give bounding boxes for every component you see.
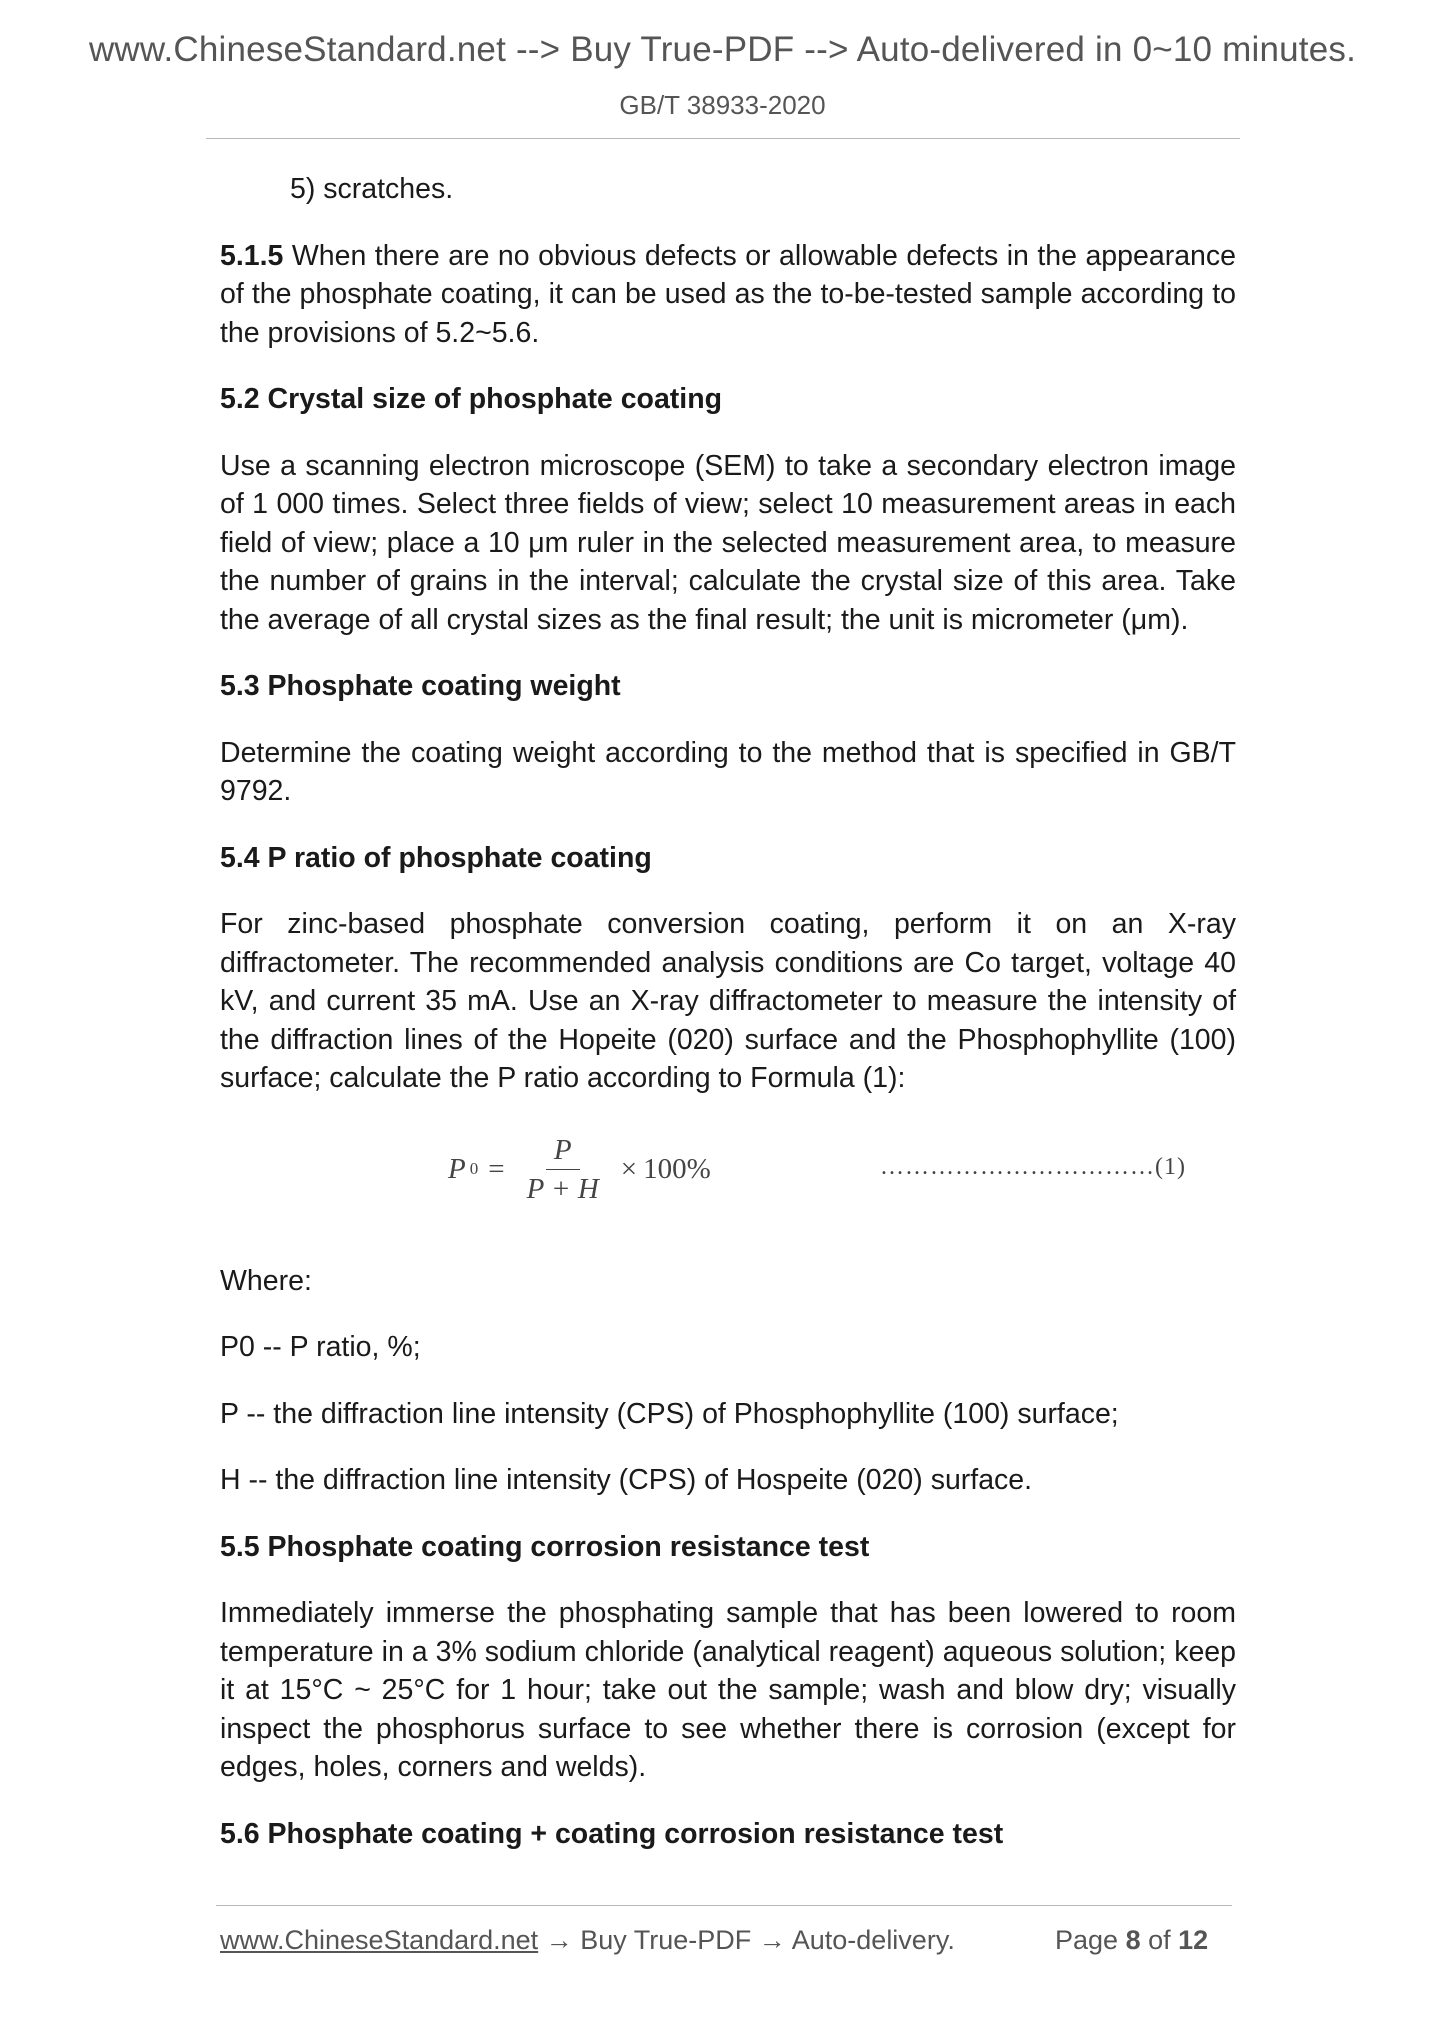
header-divider (206, 138, 1240, 139)
formula-fraction (519, 1134, 607, 1205)
paragraph-5-5: Immediately immerse the phosphating sample that has been lowered to room temperature in a 3% sodium chloride (analytical reagent) aqueous solution; keep it at 15°C ~ 25°C for 1 hour; take out the sample; wash and blow dry; visually inspect the phosphorus surface to see whether there is corrosion (except for edges, holes, corners and welds). (220, 1597, 1236, 1783)
clause-5-1-5-number: 5.1.5 (220, 239, 284, 272)
formula-times: × (620, 1152, 638, 1185)
formula-expression (448, 1134, 711, 1205)
heading-5-3: 5.3 Phosphate coating weight (220, 670, 621, 702)
footer-tagline: → Buy True-PDF → Auto-delivery. (538, 1925, 955, 1955)
footer-divider (216, 1905, 1232, 1906)
clause-5-1-5-text: When there are no obvious defects or allowable defects in the appearance of the phosphate coating, it can be used as the to-be-tested sample according to the provisions of 5.2~5.6. (220, 239, 1236, 349)
list-item-scratches: 5) scratches. (290, 173, 454, 205)
formula-numerator: P (546, 1134, 580, 1170)
page-of: of (1140, 1925, 1179, 1955)
where-label: Where: (220, 1264, 312, 1297)
standard-code: GB/T 38933-2020 (619, 90, 826, 120)
heading-5-5: 5.5 Phosphate coating corrosion resistance test (220, 1530, 870, 1563)
heading-5-6: 5.6 Phosphate coating + coating corrosion resistance test (220, 1817, 1004, 1850)
paragraph-5-3: Determine the coating weight according to the method that is specified in GB/T 9792. (220, 736, 1236, 807)
heading-5-2: 5.2 Crystal size of phosphate coating (220, 383, 723, 415)
formula-lhs-subscript: 0 (469, 1158, 479, 1178)
page-indicator (1055, 1925, 1208, 1956)
formula-factor: 100% (643, 1152, 711, 1185)
definition-p0: P0 -- P ratio, %; (220, 1331, 421, 1363)
header-banner: www.ChineseStandard.net --> Buy True-PDF --> Auto-delivered in 0~10 minutes. (88, 30, 1357, 69)
page-word: Page (1055, 1925, 1126, 1955)
formula-number: ……………………………(1) (880, 1153, 1186, 1180)
heading-5-4: 5.4 P ratio of phosphate coating (220, 841, 652, 874)
formula-1 (220, 1126, 1236, 1226)
clause-5-1-5 (220, 237, 1236, 353)
definition-h: H -- the diffraction line intensity (CPS) of Hospeite (020) surface. (220, 1464, 1033, 1496)
formula-lhs: P (448, 1152, 466, 1185)
page-current: 8 (1125, 1925, 1141, 1955)
footer-link (220, 1925, 955, 1956)
page-total: 12 (1178, 1925, 1209, 1955)
footer-url-link[interactable]: www.ChineseStandard.net (220, 1925, 539, 1955)
definition-p: P -- the diffraction line intensity (CPS) of Phosphophyllite (100) surface; (220, 1397, 1119, 1430)
formula-equals: = (488, 1152, 505, 1185)
formula-denominator: P + H (526, 1172, 599, 1205)
paragraph-5-4: For zinc-based phosphate conversion coating, perform it on an X-ray diffractometer. The recommended analysis conditions are Co target, voltage 40 kV, and current 35 mA. Use an X-ray diffractometer to measure the intensity of the diffraction lines of the Hopeite (020) surface and the Phosphophyllite (100) surface; calculate the P ratio according to Formula (1): (220, 908, 1236, 1094)
paragraph-5-2: Use a scanning electron microscope (SEM) to take a secondary electron image of 1 000 times. Select three fields of view; select 10 measurement areas in each field of view; place a 10 μm ruler in the selected measurement area, to measure the number of grains in the interval; calculate the crystal size of this area. Take the average of all crystal sizes as the final result; the unit is micrometer (μm). (220, 449, 1236, 636)
document-body (220, 170, 1236, 1881)
